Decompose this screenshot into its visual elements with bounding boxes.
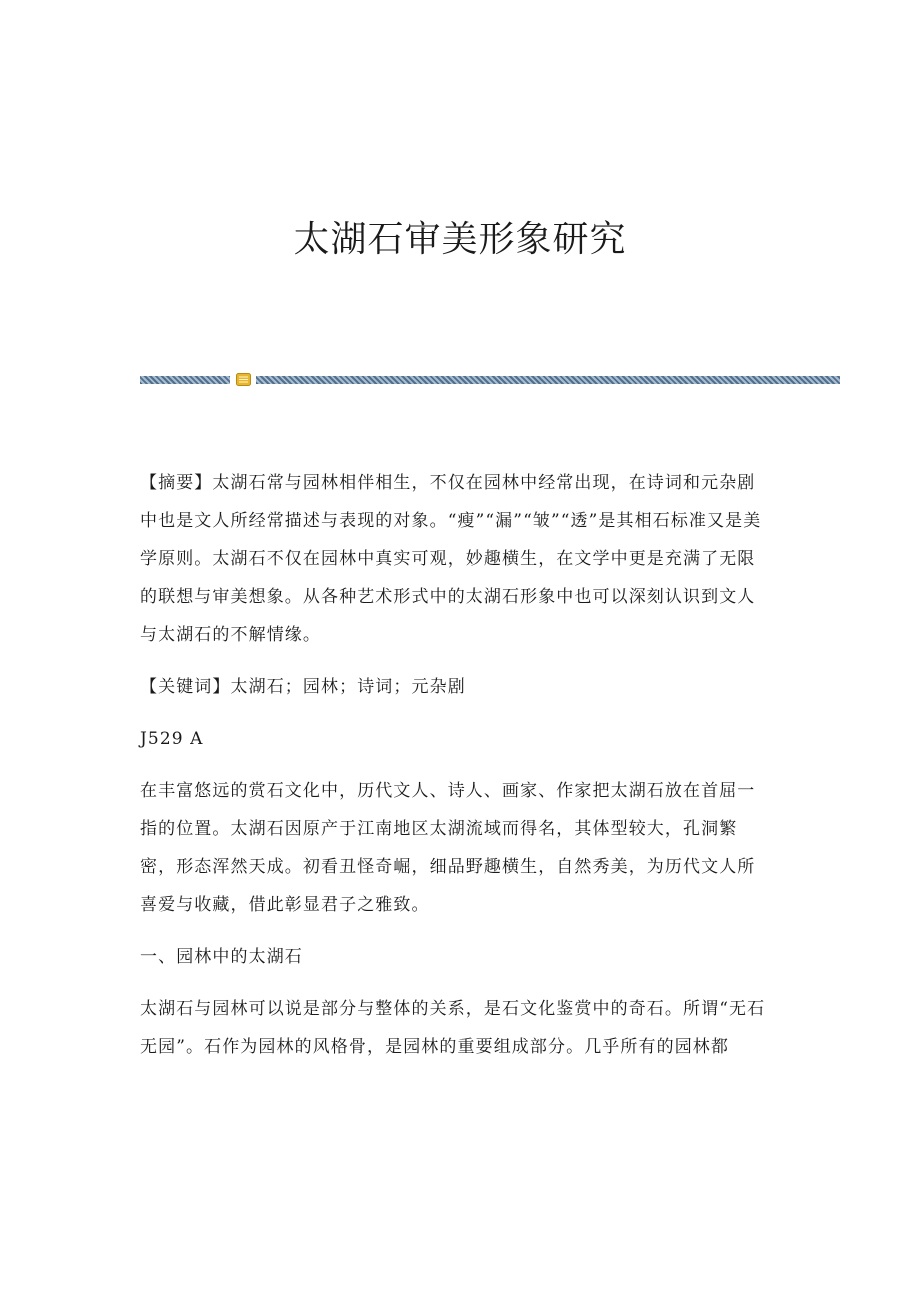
document-title: 太湖石审美形象研究 [293,219,627,260]
keywords-paragraph: 【关键词】太湖石；园林；诗词；元杂剧 [140,677,466,697]
divider-rule-left [140,376,230,384]
divider-ornament-icon [236,373,251,386]
section-paragraph: 太湖石与园林可以说是部分与整体的关系，是石文化鉴赏中的奇石。所谓“无石无园”。石作为园林的风格骨，是园林的重要组成部分。几乎所有的园林都 [140,999,766,1057]
section-heading: 一、园林中的太湖石 [140,947,303,967]
title-divider [140,373,840,387]
abstract-paragraph: 【摘要】太湖石常与园林相伴相生，不仅在园林中经常出现，在诗词和元杂剧中也是文人所经常描述与表现的对象。“瘦”“漏”“皱”“透”是其相石标准又是美学原则。太湖石不仅在园林中真实可观，妙趣横生，在文学中更是充满了无限的联想与审美想象。从各种艺术形式中的太湖石形象中也可以深刻认识到文人与太湖石的不解情缘。 [140,473,762,645]
document-body [140,464,772,1080]
divider-rule-right [256,376,840,384]
classification-code: J529 A [140,729,204,749]
intro-paragraph: 在丰富悠远的赏石文化中，历代文人、诗人、画家、作家把太湖石放在首屈一指的位置。太湖石因原产于江南地区太湖流域而得名，其体型较大，孔洞繁密，形态浑然天成。初看丑怪奇崛，细品野趣横生，自然秀美，为历代文人所喜爱与收藏，借此彰显君子之雅致。 [140,781,756,915]
